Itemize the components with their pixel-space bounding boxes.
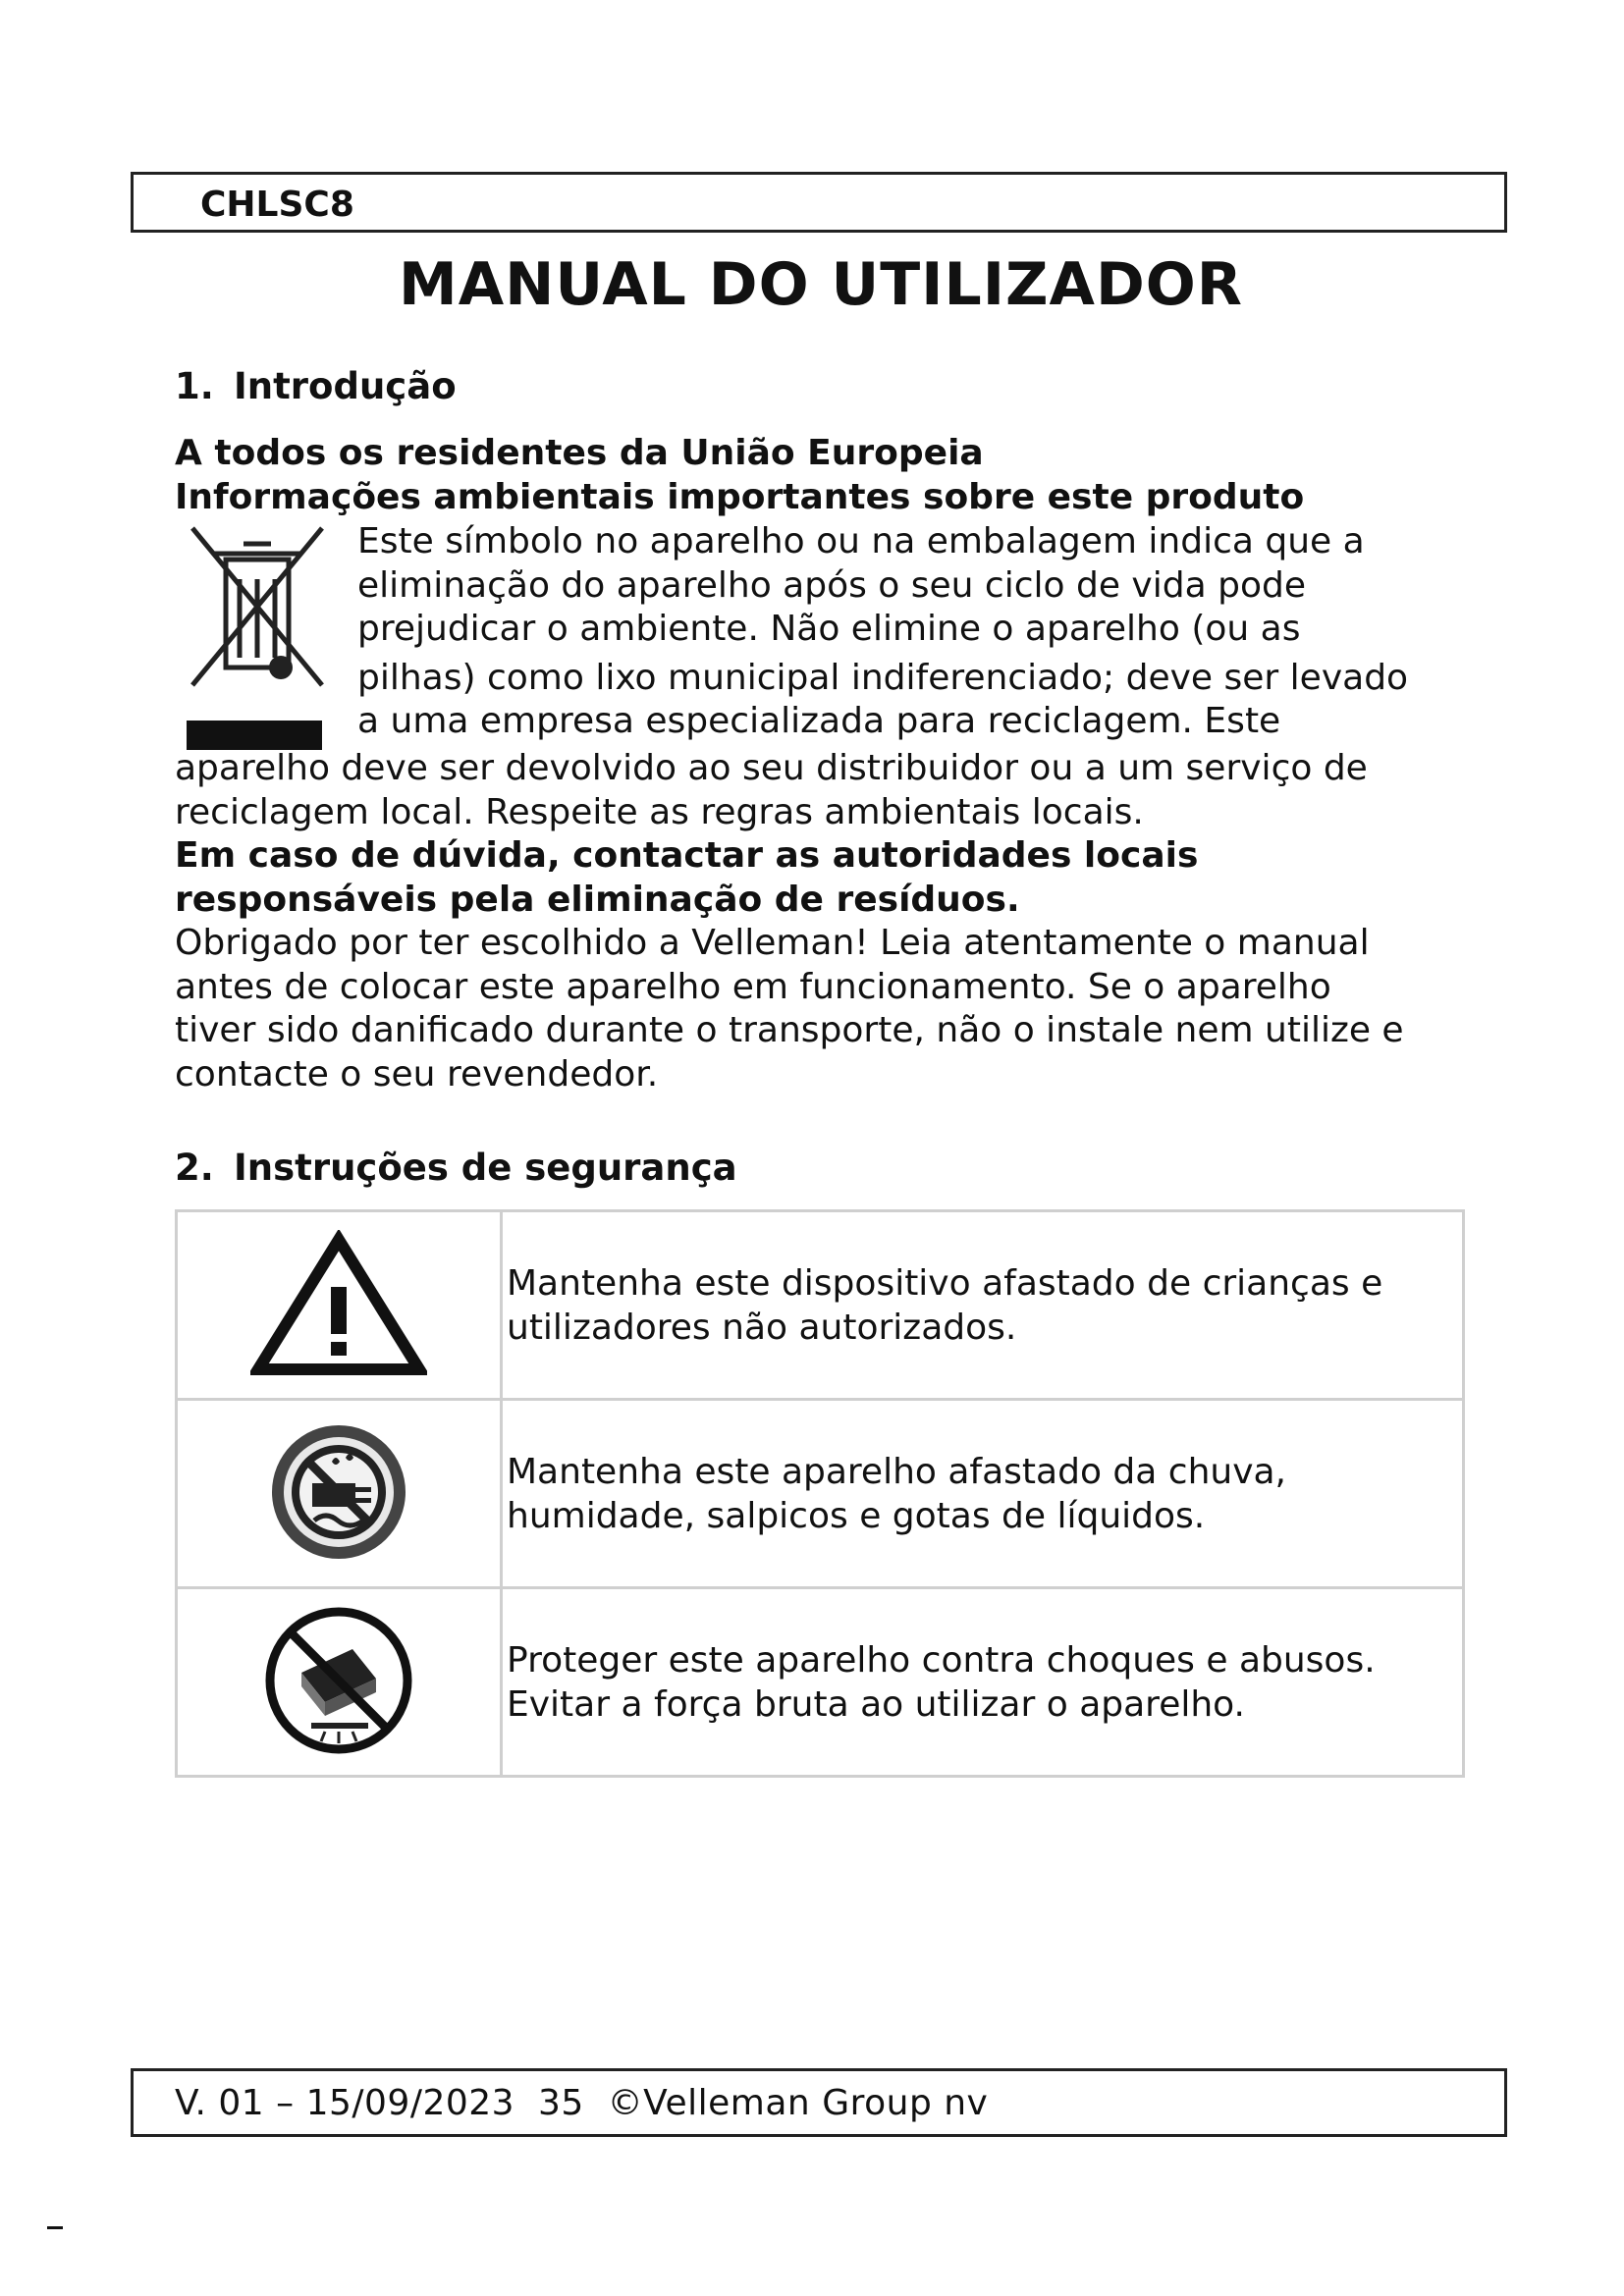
document-title: MANUAL DO UTILIZADOR xyxy=(399,250,1243,319)
table-row xyxy=(177,1400,1464,1588)
paragraph-line: Obrigado por ter escolhido a Velleman! Leia atentamente o manual xyxy=(175,923,1370,963)
icon-cell xyxy=(177,1400,502,1588)
model-number: CHLSC8 xyxy=(200,185,354,225)
weee-line: Este símbolo no aparelho ou na embalagem indica que a xyxy=(357,521,1365,561)
weee-continued-text xyxy=(175,747,1490,834)
no-moisture-icon xyxy=(265,1418,412,1566)
section-2-number: 2. xyxy=(175,1147,214,1189)
weee-line: a uma empresa especializada para reciclagem. Este xyxy=(357,701,1281,741)
section-2-heading xyxy=(175,1147,737,1189)
text-cell xyxy=(502,1211,1464,1400)
text-cell xyxy=(502,1588,1464,1777)
header-box xyxy=(131,172,1507,233)
paragraph-line: tiver sido danificado durante o transporte, não o instale nem utilize e xyxy=(175,1010,1404,1050)
table-row xyxy=(177,1588,1464,1777)
eu-residents-heading: A todos os residentes da União Europeia xyxy=(175,433,984,473)
safety-table xyxy=(175,1209,1465,1778)
weee-notice-text xyxy=(357,520,1516,744)
doubt-notice xyxy=(175,834,1490,922)
footer-page-number: 35 xyxy=(537,2083,584,2123)
paragraph-line: antes de colocar este aparelho em funcionamento. Se o aparelho xyxy=(175,966,1331,1007)
footer-version: V. 01 xyxy=(175,2083,265,2123)
section-1-number: 1. xyxy=(175,365,214,407)
safety-line: utilizadores não autorizados. xyxy=(507,1308,1017,1348)
thanks-paragraph xyxy=(175,922,1490,1096)
section-1-heading xyxy=(175,365,457,407)
weee-line: eliminação do aparelho após o seu ciclo de vida pode xyxy=(357,564,1306,606)
warning-triangle-icon xyxy=(250,1230,427,1377)
safety-line: Evitar a força bruta ao utilizar o aparelho. xyxy=(507,1684,1245,1725)
crossed-out-wheelie-bin-icon xyxy=(175,520,342,756)
section-2-title: Instruções de segurança xyxy=(234,1147,737,1189)
footer-text: V. 01 – 15/09/2023 35 ©Velleman Group nv xyxy=(175,2083,989,2123)
icon-cell xyxy=(177,1588,502,1777)
safety-line: Proteger este aparelho contra choques e abusos. xyxy=(507,1640,1376,1681)
text-cell xyxy=(502,1400,1464,1588)
paragraph-line: Em caso de dúvida, contactar as autoridades locais xyxy=(175,835,1199,876)
paragraph-line: aparelho deve ser devolvido ao seu distribuidor ou a um serviço de xyxy=(175,748,1368,788)
safety-line: Mantenha este aparelho afastado da chuva, xyxy=(507,1452,1287,1492)
safety-line: humidade, salpicos e gotas de líquidos. xyxy=(507,1496,1206,1536)
icon-cell xyxy=(177,1211,502,1400)
section-1-title: Introdução xyxy=(234,365,457,407)
footer-date: 15/09/2023 xyxy=(305,2083,515,2123)
weee-line: pilhas) como lixo municipal indiferenciado; deve ser levado xyxy=(357,657,1409,698)
paragraph-line: responsáveis pela eliminação de resíduos. xyxy=(175,879,1020,920)
footer-box xyxy=(131,2068,1507,2137)
paragraph-line: contacte o seu revendedor. xyxy=(175,1053,659,1095)
footer-copyright: ©Velleman Group nv xyxy=(607,2083,989,2123)
table-row xyxy=(177,1211,1464,1400)
weee-line: prejudicar o ambiente. Não elimine o aparelho (ou as xyxy=(357,609,1301,649)
environment-info-heading: Informações ambientais importantes sobre este produto xyxy=(175,477,1305,517)
safety-line: Mantenha este dispositivo afastado de crianças e xyxy=(507,1263,1383,1304)
no-impact-icon xyxy=(262,1604,415,1757)
paragraph-line: reciclagem local. Respeite as regras ambientais locais. xyxy=(175,791,1144,832)
page-mark xyxy=(47,2226,63,2229)
